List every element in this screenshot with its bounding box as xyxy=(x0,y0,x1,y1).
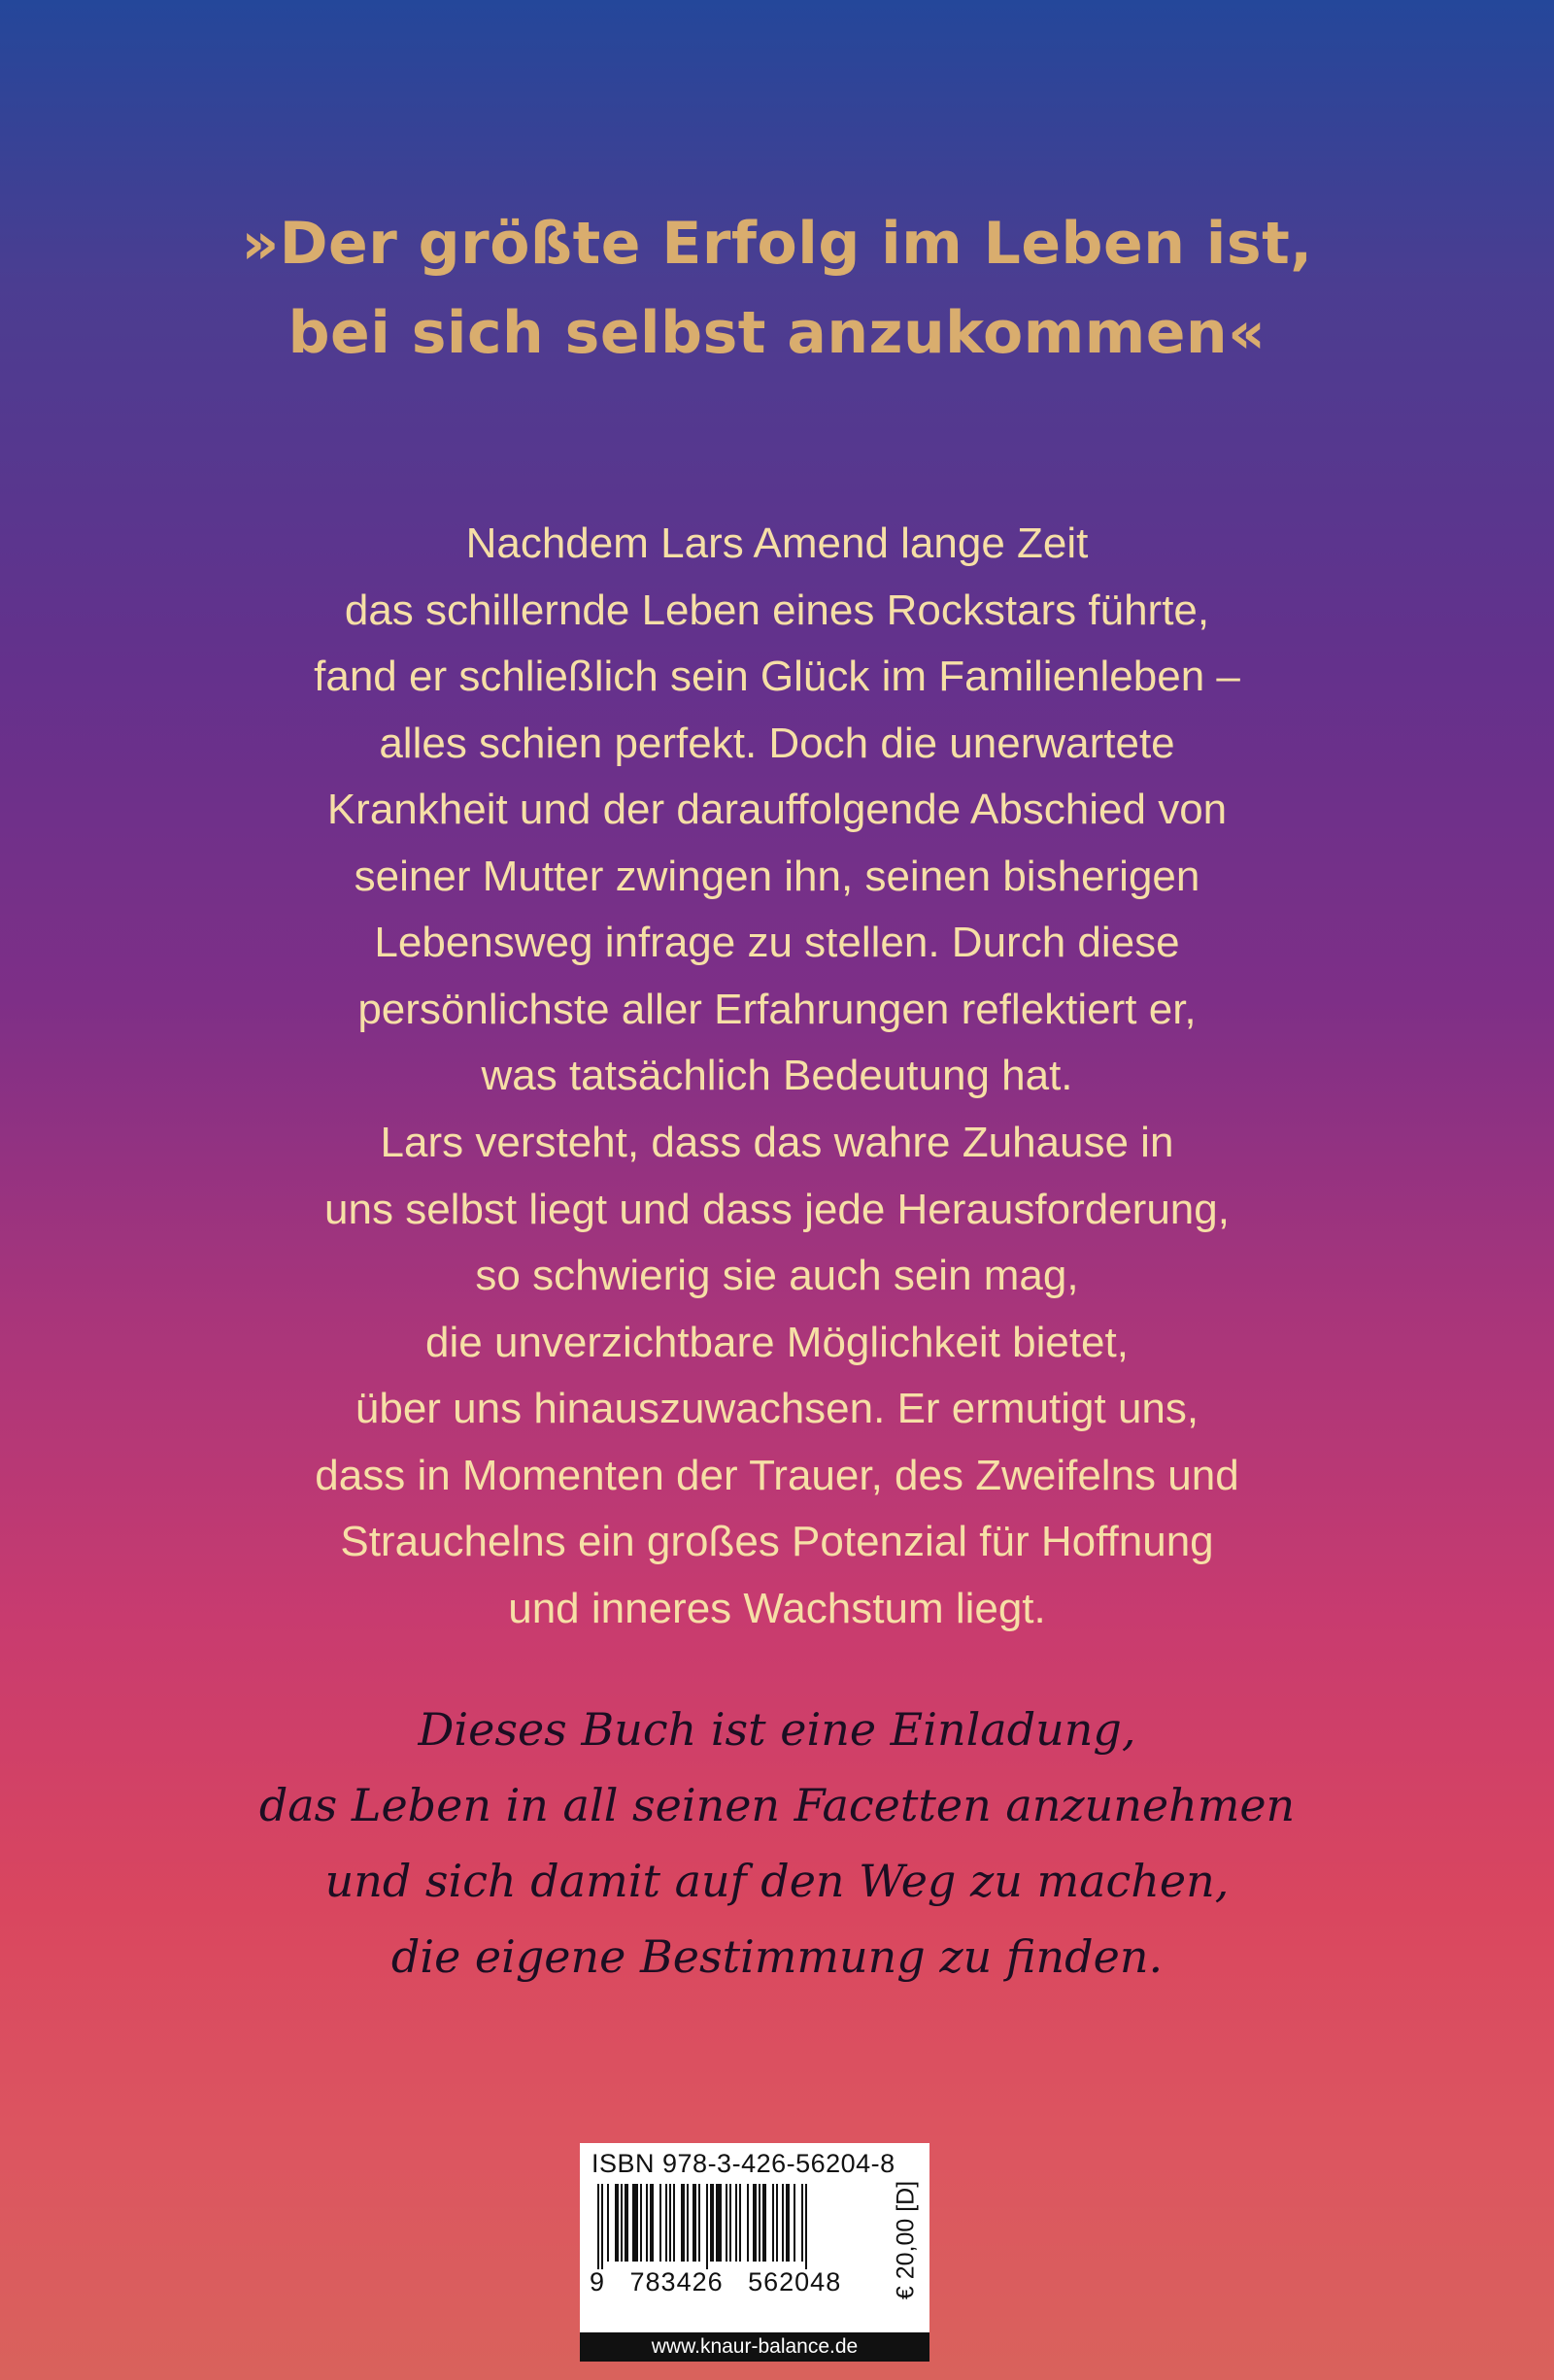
text-line: Lars versteht, dass das wahre Zuhause in xyxy=(380,1119,1174,1166)
text-line: die unverzichtbare Möglichkeit bietet, xyxy=(425,1318,1129,1366)
barcode-bar xyxy=(646,2184,648,2262)
text-line: was tatsächlich Bedeutung hat. xyxy=(481,1052,1073,1099)
barcode-bar xyxy=(762,2184,766,2262)
barcode-bars xyxy=(591,2184,883,2269)
barcode-bar xyxy=(747,2184,749,2262)
barcode-bar xyxy=(759,2184,760,2262)
barcode-bar xyxy=(650,2184,654,2262)
blurb-paragraph-2 xyxy=(0,1110,1554,1642)
text-line: Strauchelns ein großes Potenzial für Hoffnung xyxy=(340,1518,1214,1565)
price-label xyxy=(889,2162,924,2318)
script-line: das Leben in all seinen Facetten anzunehmen xyxy=(258,1779,1296,1831)
text-line: fand er schließlich sein Glück im Familienleben – xyxy=(314,653,1240,700)
barcode-bar xyxy=(665,2184,667,2262)
barcode-bar xyxy=(739,2184,741,2262)
barcode-digits: 9 783426 562048 xyxy=(590,2267,842,2296)
barcode-bar xyxy=(801,2184,803,2262)
text-line: über uns hinauszuwachsen. Er ermutigt uns, xyxy=(355,1385,1199,1432)
script-line: die eigene Bestimmung zu finden. xyxy=(390,1930,1164,1983)
price-text: € 20,00 [D] xyxy=(892,2180,920,2300)
barcode-bar xyxy=(710,2184,714,2262)
text-line: Nachdem Lars Amend lange Zeit xyxy=(465,520,1089,567)
text-line: seiner Mutter zwingen ihn, seinen bisherigen xyxy=(354,852,1200,900)
script-line: Dieses Buch ist eine Einladung, xyxy=(418,1703,1136,1756)
barcode-bar xyxy=(794,2184,795,2262)
barcode-bar xyxy=(805,2184,807,2269)
barcode-bar xyxy=(786,2184,790,2262)
quote-line: bei sich selbst anzukommen« xyxy=(287,299,1267,367)
barcode-bar xyxy=(693,2184,696,2262)
closing-script-text xyxy=(0,1692,1554,1995)
barcode-bar xyxy=(776,2184,778,2262)
text-line: alles schien perfekt. Doch die unerwartete xyxy=(379,719,1175,767)
blurb-paragraph-1 xyxy=(0,511,1554,1110)
text-line: das schillernde Leben eines Rockstars führte, xyxy=(344,586,1210,634)
text-line: Krankheit und der darauffolgende Abschied von xyxy=(326,786,1228,833)
text-line: so schwierig sie auch sein mag, xyxy=(475,1252,1079,1299)
barcode-bar xyxy=(659,2184,661,2262)
barcode-bar xyxy=(698,2184,700,2262)
quote-line: »Der größte Erfolg im Leben ist, xyxy=(241,210,1313,278)
barcode-bar xyxy=(632,2184,638,2262)
barcode-bar xyxy=(601,2184,603,2269)
barcode-bar xyxy=(640,2184,642,2262)
script-line: und sich damit auf den Weg zu machen, xyxy=(324,1855,1230,1907)
barcode-bar xyxy=(726,2184,727,2262)
text-line: dass in Momenten der Trauer, des Zweifelns und xyxy=(315,1451,1239,1499)
barcode-bar xyxy=(706,2184,708,2269)
barcode-bar xyxy=(673,2184,675,2262)
barcode-bar xyxy=(615,2184,619,2262)
barcode-bar xyxy=(625,2184,628,2262)
barcode-bar xyxy=(681,2184,685,2262)
barcode-bar xyxy=(772,2184,774,2262)
barcode-bar xyxy=(735,2184,737,2262)
barcode-bar xyxy=(687,2184,689,2262)
isbn-label: ISBN 978-3-426-56204-8 xyxy=(591,2149,895,2178)
barcode-bar xyxy=(669,2184,671,2262)
barcode-bar xyxy=(607,2184,609,2262)
barcode-bar xyxy=(782,2184,784,2262)
isbn-barcode xyxy=(580,2143,929,2332)
text-line: und inneres Wachstum liegt. xyxy=(508,1584,1046,1632)
barcode-bar xyxy=(716,2184,722,2262)
headline-quote xyxy=(0,199,1554,378)
text-line: Lebensweg infrage zu stellen. Durch diese xyxy=(374,919,1180,966)
barcode-bar xyxy=(753,2184,757,2262)
barcode-bar xyxy=(729,2184,731,2262)
text-line: persönlichste aller Erfahrungen reflektiert er, xyxy=(357,985,1197,1033)
publisher-website: www.knaur-balance.de xyxy=(580,2332,929,2362)
barcode-bar xyxy=(621,2184,623,2262)
text-line: uns selbst liegt und dass jede Herausforderung, xyxy=(324,1185,1230,1233)
barcode-bar xyxy=(597,2184,599,2269)
